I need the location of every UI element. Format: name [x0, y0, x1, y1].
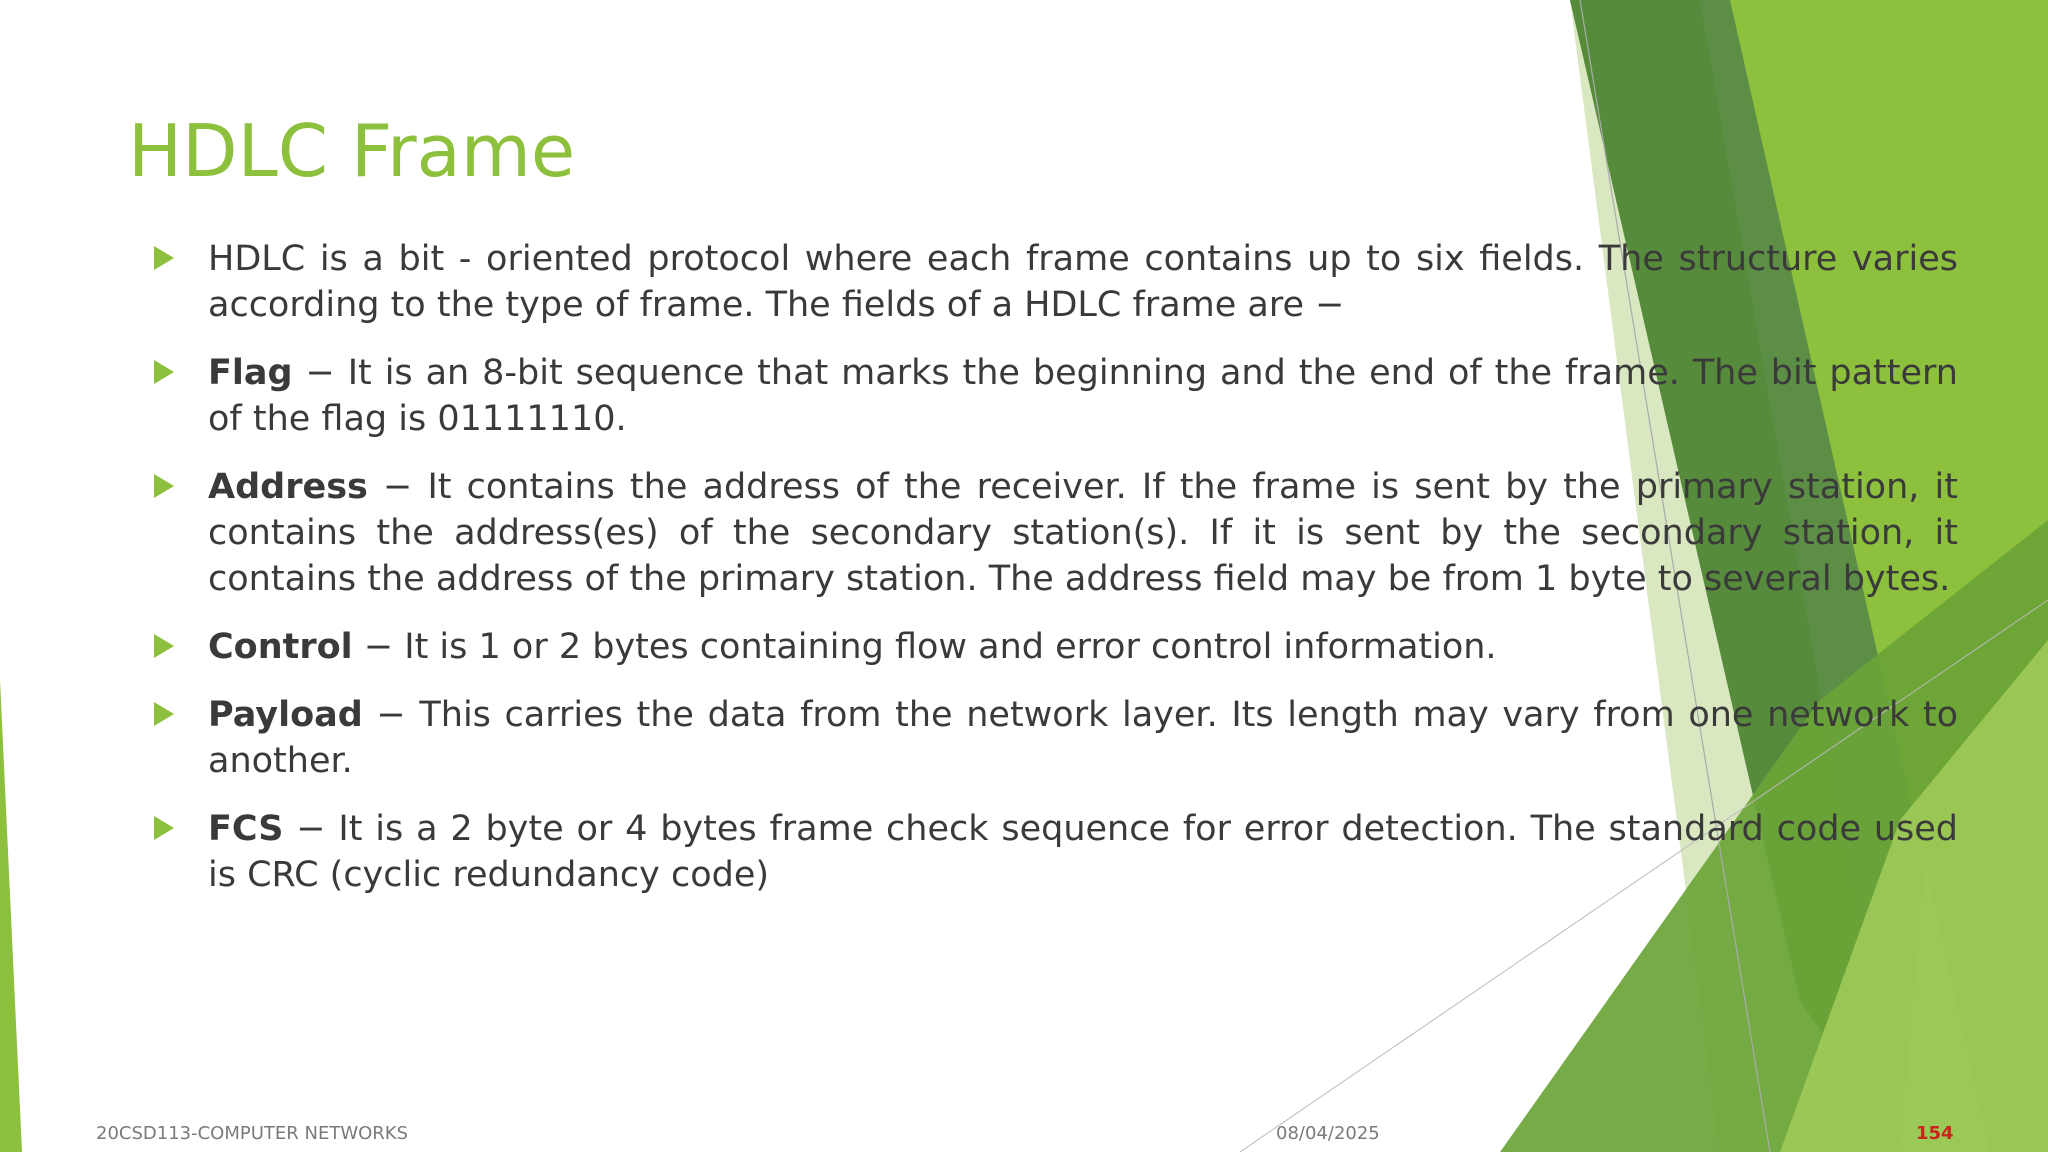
page-number: 154 — [1916, 1123, 1954, 1144]
deco-shape-left-sliver — [0, 680, 22, 1152]
bullet-term: Control — [208, 627, 353, 667]
bullet-payload — [150, 692, 1958, 784]
footer-date: 08/04/2025 — [1276, 1123, 1380, 1144]
bullet-arrow-icon — [154, 474, 174, 498]
bullet-arrow-icon — [154, 634, 174, 658]
bullet-term: FCS — [208, 809, 284, 849]
bullet-term: Address — [208, 467, 368, 507]
footer-course: 20CSD113-COMPUTER NETWORKS — [96, 1123, 409, 1144]
bullet-text: − It is an 8-bit sequence that marks the beginning and the end of the frame. The bit pattern of the flag is 01111110. — [208, 353, 1958, 439]
bullet-term: Payload — [208, 695, 363, 735]
bullet-fcs — [150, 806, 1958, 898]
bullet-text: HDLC is a bit - oriented protocol where each frame contains up to six fields. The structure varies according to the type of frame. The fields of a HDLC frame are − — [208, 239, 1958, 325]
bullet-control — [150, 624, 1958, 670]
bullet-text: − It contains the address of the receiver. If the frame is sent by the primary station, it contains the address(es) of the secondary station(s). If it is sent by the secondary station, it contains the address of the primary station. The address field may be from 1 byte to several bytes. — [208, 467, 1958, 599]
bullet-intro — [150, 236, 1958, 328]
bullet-arrow-icon — [154, 702, 174, 726]
bullet-term: Flag — [208, 353, 293, 393]
bullet-address — [150, 464, 1958, 602]
bullet-flag — [150, 350, 1958, 442]
bullet-arrow-icon — [154, 246, 174, 270]
bullet-text: − This carries the data from the network layer. Its length may vary from one network to another. — [208, 695, 1958, 781]
slide-title: HDLC Frame — [128, 109, 576, 193]
bullet-list — [150, 236, 1958, 920]
bullet-text: − It is 1 or 2 bytes containing flow and error control information. — [352, 627, 1497, 667]
bullet-arrow-icon — [154, 816, 174, 840]
bullet-arrow-icon — [154, 360, 174, 384]
bullet-text: − It is a 2 byte or 4 bytes frame check sequence for error detection. The standard code used is CRC (cyclic redundancy code) — [208, 809, 1958, 895]
